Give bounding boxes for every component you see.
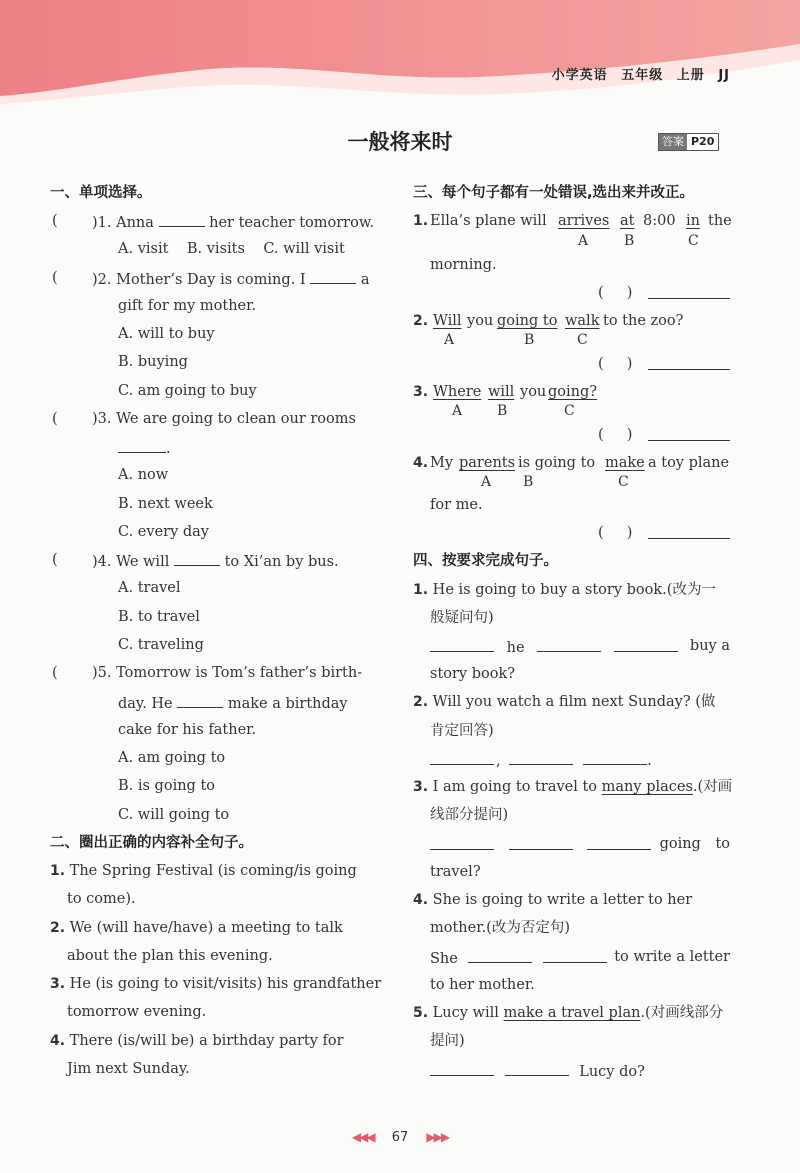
- s3-q4-w2: parents: [459, 455, 516, 471]
- s4-q1-line2: 般疑问句): [430, 610, 494, 626]
- section4-heading: 四、按要求完成句子。: [413, 553, 558, 569]
- option-a: A. am going to: [118, 750, 226, 766]
- s4-q3-fill: going to: [430, 835, 730, 855]
- section3-heading: 三、每个句子都有一处错误,选出来并改正。: [413, 185, 695, 201]
- option-c: C. will going to: [118, 807, 230, 823]
- s4-q4-fill: She to write a letter: [430, 949, 730, 967]
- s4-q3-line2: 线部分提问): [430, 807, 509, 823]
- s1-q2: )2. Mother’s Day is coming. I a: [92, 269, 369, 289]
- s2-q4: 4. There (is/will be) a birthday party for: [50, 1033, 344, 1049]
- blank[interactable]: [174, 551, 220, 566]
- s3-q4-w3: is going to: [518, 455, 596, 471]
- s3-q1-w4: 8:00: [643, 213, 676, 229]
- answer-paren: ( ): [598, 525, 633, 541]
- blank[interactable]: [509, 835, 573, 850]
- s3-q1-w6: the: [708, 213, 732, 229]
- s3-q4-w5: a toy plane: [648, 455, 730, 471]
- s1-q1-options: A. visit B. visits C. will visit: [118, 241, 345, 257]
- s3-q1-w2: arrives: [558, 213, 610, 229]
- s2-q2-line2: about the plan this evening.: [67, 948, 273, 964]
- answer-key-label: 答案: [659, 134, 687, 150]
- s3-q3-num: 3.: [413, 384, 429, 400]
- s4-q2-line2: 肯定回答): [430, 723, 494, 739]
- blank[interactable]: [505, 1061, 569, 1076]
- option-c: C. am going to buy: [118, 383, 257, 399]
- s4-q4: 4. She is going to write a letter to her: [413, 892, 693, 908]
- letter-b: B: [624, 233, 635, 249]
- answer-paren: (: [52, 411, 58, 427]
- grade-label: 五年级: [621, 68, 664, 83]
- s3-q2-w1: Will: [433, 313, 462, 329]
- s2-q3-line2: tomorrow evening.: [67, 1004, 207, 1020]
- correction-line[interactable]: [648, 524, 730, 544]
- s3-q3-w4: going?: [548, 384, 598, 400]
- letter-a: A: [444, 332, 455, 348]
- header-banner: [0, 0, 800, 110]
- s4-q1-line4: story book?: [430, 666, 516, 682]
- option-b: B. next week: [118, 496, 213, 512]
- s2-q2: 2. We (will have/have) a meeting to talk: [50, 920, 343, 936]
- s1-q5-line3: cake for his father.: [118, 722, 257, 738]
- letter-a: A: [578, 233, 589, 249]
- s3-q1-num: 1.: [413, 213, 429, 229]
- s3-q3-w3: you: [520, 384, 547, 400]
- blank[interactable]: [310, 269, 356, 284]
- s3-q2-w4: walk: [565, 313, 600, 329]
- s4-q5-line2: 提问): [430, 1033, 465, 1049]
- blank[interactable]: [468, 948, 532, 963]
- s3-q3-w2: will: [488, 384, 515, 400]
- blank[interactable]: [543, 948, 607, 963]
- option-c: C. traveling: [118, 637, 204, 653]
- prev-arrows-icon: ◀◀◀: [351, 1130, 374, 1144]
- option-c: C. every day: [118, 524, 210, 540]
- blank[interactable]: [537, 637, 601, 652]
- blank[interactable]: [509, 750, 573, 765]
- s3-q2-num: 2.: [413, 313, 429, 329]
- letter-b: B: [497, 403, 508, 419]
- correction-line[interactable]: [648, 284, 730, 304]
- letter-c: C: [577, 332, 588, 348]
- option-b: B. buying: [118, 354, 188, 370]
- letter-c: C: [564, 403, 575, 419]
- blank[interactable]: [177, 693, 223, 708]
- s3-q4-w6: for me.: [430, 497, 483, 513]
- s2-q1-line2: to come).: [67, 891, 136, 907]
- blank[interactable]: [430, 835, 494, 850]
- s3-q2-w3: going to: [497, 313, 558, 329]
- volume-label: 上册: [676, 68, 705, 83]
- s4-q1: 1. He is going to buy a story book.(改为一: [413, 582, 716, 598]
- s4-q3-line4: travel?: [430, 864, 481, 880]
- answer-paren: (: [52, 270, 58, 286]
- correction-line[interactable]: [648, 355, 730, 375]
- option-a: A. travel: [118, 580, 181, 596]
- s3-q2-w2: you: [467, 313, 494, 329]
- page-title: 一般将来时: [347, 130, 453, 154]
- blank[interactable]: [430, 1061, 494, 1076]
- s1-q4: )4. We will to Xi’an by bus.: [92, 551, 339, 571]
- blank[interactable]: [583, 750, 647, 765]
- answer-paren: ( ): [598, 285, 633, 301]
- answer-paren: (: [52, 665, 58, 681]
- s4-q2: 2. Will you watch a film next Sunday? (做: [413, 694, 716, 710]
- answer-paren: (: [52, 213, 58, 229]
- s3-q1-w7: morning.: [430, 257, 497, 273]
- s4-q2-fill: , .: [430, 750, 652, 770]
- letter-b: B: [524, 332, 535, 348]
- section2-heading: 二、圈出正确的内容补全句子。: [50, 835, 253, 851]
- s4-q1-fill: he buy a: [430, 637, 730, 657]
- blank[interactable]: [587, 835, 651, 850]
- s1-q3-line2: .: [118, 438, 171, 458]
- s4-q5-fill: Lucy do?: [430, 1061, 645, 1081]
- edition-label: JJ: [718, 68, 730, 83]
- next-arrows-icon: ▶▶▶: [426, 1130, 449, 1144]
- s1-q3: )3. We are going to clean our rooms: [92, 411, 356, 427]
- page-number: 67: [391, 1130, 409, 1145]
- s2-q1: 1. The Spring Festival (is coming/is going: [50, 863, 357, 879]
- s1-q2-line2: gift for my mother.: [118, 298, 257, 314]
- s1-q5: )5. Tomorrow is Tom’s father’s birth-: [92, 665, 363, 681]
- s3-q2-w5: to the zoo?: [603, 313, 684, 329]
- answer-paren: (: [52, 552, 58, 568]
- page-footer: [0, 1130, 800, 1145]
- answer-key-badge: [658, 133, 719, 151]
- letter-a: A: [452, 403, 463, 419]
- answer-paren: ( ): [598, 427, 633, 443]
- s3-q4-w1: My: [430, 455, 454, 471]
- option-b: B. to travel: [118, 609, 200, 625]
- s3-q1-w5: in: [686, 213, 700, 229]
- letter-c: C: [618, 474, 629, 490]
- s4-q4-line2: mother.(改为否定句): [430, 920, 570, 936]
- s4-q3: 3. I am going to travel to many places.(对画: [413, 779, 733, 795]
- s4-q4-line4: to her mother.: [430, 977, 535, 993]
- series-label: [552, 64, 730, 83]
- s3-q4-w4: make: [605, 455, 645, 471]
- correction-line[interactable]: [648, 426, 730, 446]
- s1-q5-line2: day. He make a birthday: [118, 693, 348, 713]
- s3-q4-num: 4.: [413, 455, 429, 471]
- s3-q1-w1: Ella’s plane will: [430, 213, 547, 229]
- option-a: A. will to buy: [118, 326, 215, 342]
- subject-label: 小学英语: [551, 68, 608, 83]
- option-b: B. is going to: [118, 778, 215, 794]
- answer-paren: ( ): [598, 356, 633, 372]
- s3-q3-w1: Where: [433, 384, 482, 400]
- blank[interactable]: [118, 438, 166, 453]
- blank[interactable]: [614, 637, 678, 652]
- section1-heading: 一、单项选择。: [50, 185, 152, 201]
- s2-q3: 3. He (is going to visit/visits) his grandfather: [50, 976, 382, 992]
- blank[interactable]: [430, 750, 494, 765]
- letter-c: C: [688, 233, 699, 249]
- s1-q1: )1. Anna her teacher tomorrow.: [92, 212, 374, 232]
- letter-b: B: [523, 474, 534, 490]
- letter-a: A: [481, 474, 492, 490]
- s4-q5: 5. Lucy will make a travel plan.(对画线部分: [413, 1005, 724, 1021]
- answer-key-page: P20: [687, 134, 718, 150]
- blank[interactable]: [159, 212, 205, 227]
- option-a: A. now: [118, 467, 169, 483]
- s2-q4-line2: Jim next Sunday.: [67, 1061, 190, 1077]
- s3-q1-w3: at: [620, 213, 635, 229]
- blank[interactable]: [430, 637, 494, 652]
